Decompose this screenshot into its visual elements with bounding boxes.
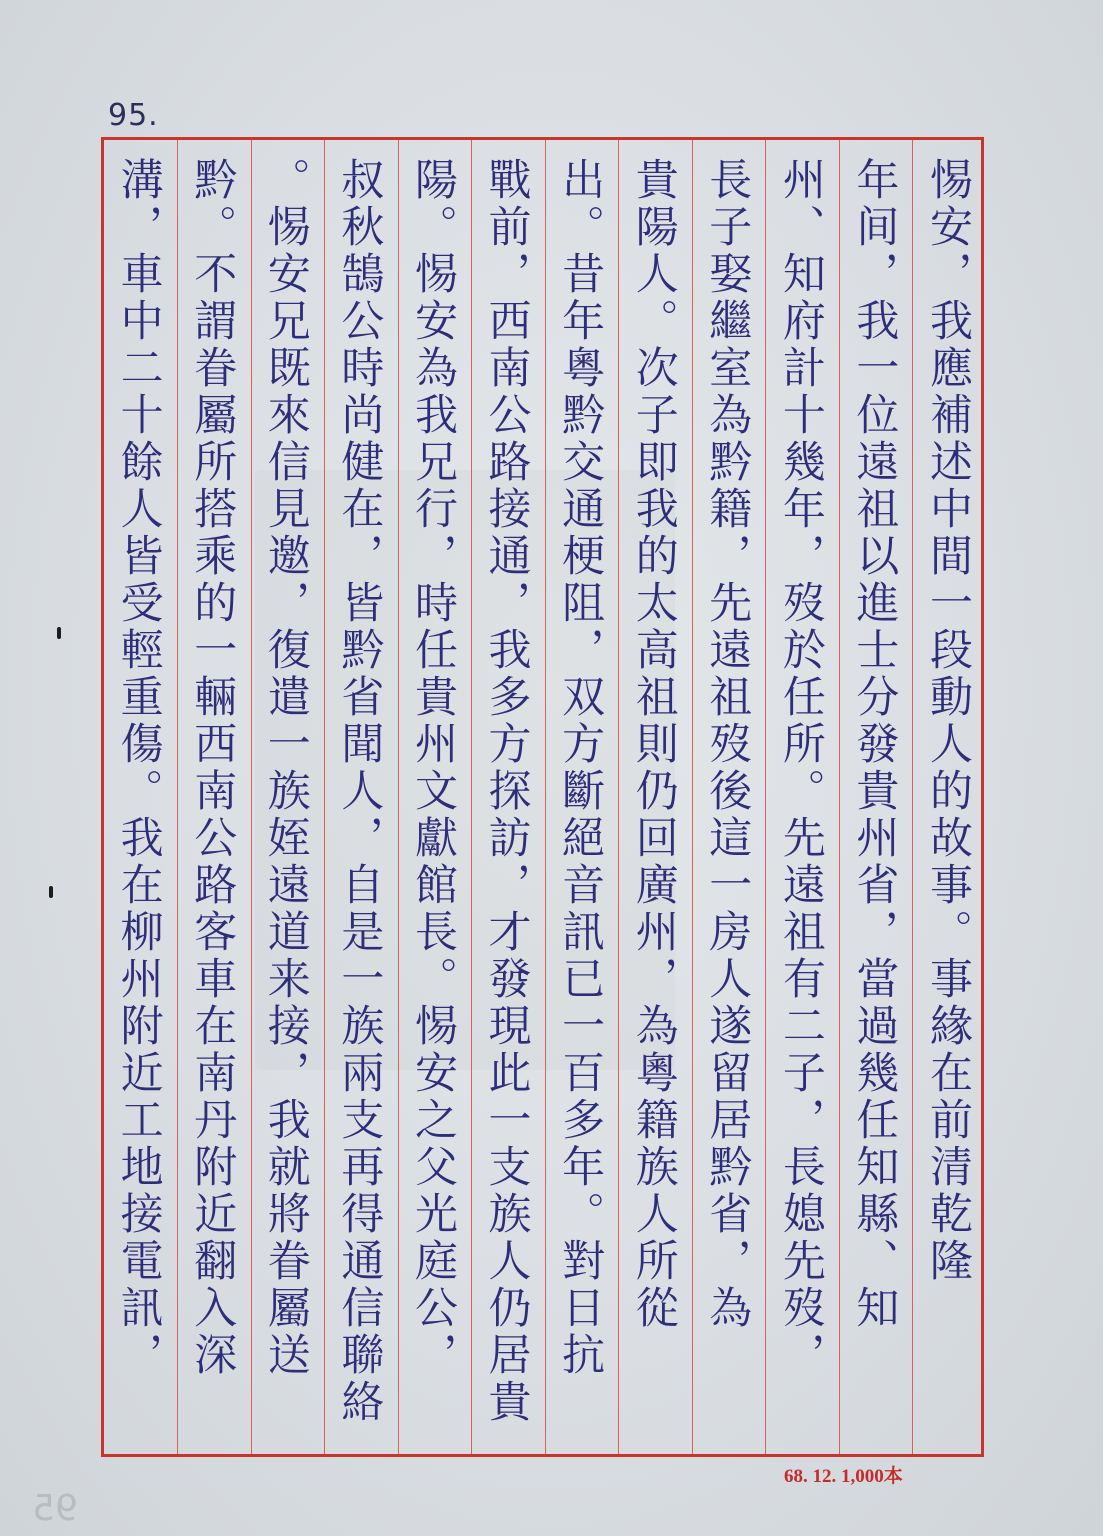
text-column: 叔秋鵠公時尚健在，皆黔省聞人，自是一族兩支再得通信聯絡 xyxy=(334,157,385,1426)
text-column: 貴陽人。次子即我的太高祖則仍回廣州，為粵籍族人所從 xyxy=(628,157,679,1332)
text-column: 惕安，我應補述中間一段動人的故事。事緣在前清乾隆 xyxy=(923,157,973,1285)
binding-hole-mark xyxy=(57,627,61,639)
binding-hole-mark xyxy=(49,886,53,898)
text-column: 州、知府計十幾年，歿於任所。先遠祖有二子，長媳先歿， xyxy=(775,157,826,1379)
text-column: 長子娶繼室為黔籍，先遠祖歿後這一房人遂留居黔省，為 xyxy=(702,157,753,1332)
page-number: 95. xyxy=(108,98,159,133)
printer-mark: 68. 12. 1,000本 xyxy=(784,1466,903,1487)
text-column: 溝，車中二十餘人皆受輕重傷。我在柳州附近工地接電訊， xyxy=(113,157,164,1379)
text-column: 陽。惕安為我兄行，時任貴州文獻館長。惕安之父光庭公， xyxy=(407,157,458,1379)
text-columns xyxy=(101,137,984,1457)
text-column: 年间，我一位遠祖以進士分發貴州省，當過幾任知縣、知 xyxy=(849,157,900,1332)
text-column: 戰前，西南公路接通，我多方探訪，才發現此一支族人仍居貴 xyxy=(481,157,532,1426)
text-column: 出。昔年粵黔交通梗阻，双方斷絕音訊已一百多年。對日抗 xyxy=(555,157,606,1379)
text-column: 。惕安兄既來信見邀，復遣一族姪遠道来接，我就將眷屬送 xyxy=(260,157,311,1379)
text-column: 黔。不謂眷屬所搭乘的一輛西南公路客車在南丹附近翻入深 xyxy=(187,157,238,1379)
bleed-through-page-number: 95 xyxy=(32,1488,78,1529)
